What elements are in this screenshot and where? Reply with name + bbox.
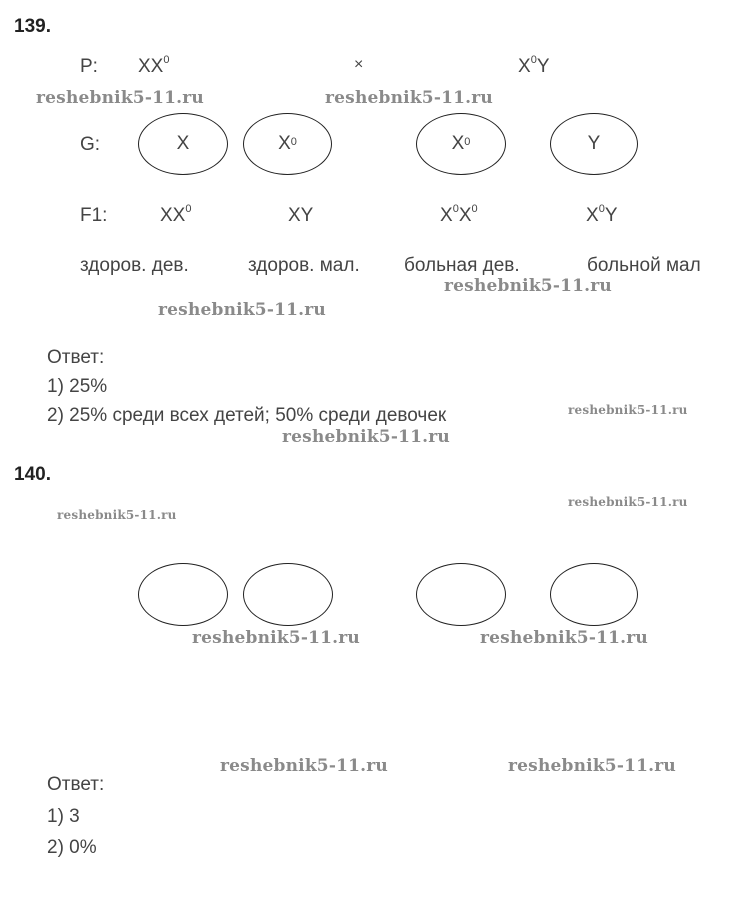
watermark: reshebnik5-11.ru [220,756,388,776]
f1-genotype-4-sup: 0 [598,202,605,215]
answer-139-1: 1) 25% [47,376,108,397]
phenotype-2: здоров. мал. [248,255,360,276]
f1-genotype-1-sup: 0 [185,202,192,215]
f1-genotype-4-tail: Y [604,205,618,226]
mother-genotype-sup: 0 [163,53,170,66]
f1-genotype-3-a: X [440,205,453,226]
f1-genotype-3-a-sup: 0 [452,202,459,215]
gamete-3-base: X [451,133,465,154]
gametes-label: G: [80,134,101,155]
watermark: reshebnik5-11.ru [158,300,326,320]
watermark: reshebnik5-11.ru [444,276,612,296]
answer-139-2: 2) 25% среди всех детей; 50% среди девочек [47,405,447,426]
watermark: reshebnik5-11.ru [568,495,688,509]
gamete-oval-3: X $^0$ [416,113,506,175]
gamete-4-base: Y [587,133,601,154]
empty-gamete-oval-3 [416,563,506,626]
f1-genotype-3-b-sup: 0 [471,202,478,215]
parents-label: P: [80,56,98,77]
phenotype-3: больная дев. [404,255,520,276]
mother-genotype [138,53,170,78]
f1-genotype-2: XY [288,205,314,226]
gamete-1-base: X [176,133,190,154]
gamete-2-base: X [278,133,291,154]
empty-gamete-oval-1 [138,563,228,626]
empty-gamete-oval-4 [550,563,638,626]
gamete-oval-2: X $^0$ [243,113,332,175]
problem-140-number: 140. [14,464,51,485]
cross-sign: × [354,56,364,73]
watermark: reshebnik5-11.ru [36,88,204,108]
answer-140-1: 1) 3 [47,806,80,827]
f1-genotype-3-b: X [458,205,472,226]
f1-genotype-3 [440,202,478,227]
watermark: reshebnik5-11.ru [282,427,450,447]
answer-140-2: 2) 0% [47,837,97,858]
watermark: reshebnik5-11.ru [325,88,493,108]
father-genotype-sup: 0 [530,53,537,66]
answer-label-139: Ответ: [47,347,105,368]
f1-genotype-1-base: XX [160,205,186,226]
father-genotype-base: X [518,56,531,77]
gamete-oval-1 [138,113,228,175]
empty-gamete-oval-2 [243,563,333,626]
f1-genotype-1 [160,202,192,227]
father-genotype-tail: Y [536,56,550,77]
watermark: reshebnik5-11.ru [568,403,688,417]
father-genotype [518,53,550,78]
mother-genotype-base: XX [138,56,164,77]
problem-139-number: 139. [14,16,51,37]
answer-label-140: Ответ: [47,774,105,795]
phenotype-4: больной мал [587,255,701,276]
f1-label: F1: [80,205,108,226]
watermark: reshebnik5-11.ru [57,508,177,522]
watermark: reshebnik5-11.ru [192,628,360,648]
phenotype-1: здоров. дев. [80,255,189,276]
watermark: reshebnik5-11.ru [508,756,676,776]
gamete-oval-4 [550,113,638,175]
watermark: reshebnik5-11.ru [480,628,648,648]
f1-genotype-4 [586,202,618,227]
f1-genotype-4-base: X [586,205,599,226]
